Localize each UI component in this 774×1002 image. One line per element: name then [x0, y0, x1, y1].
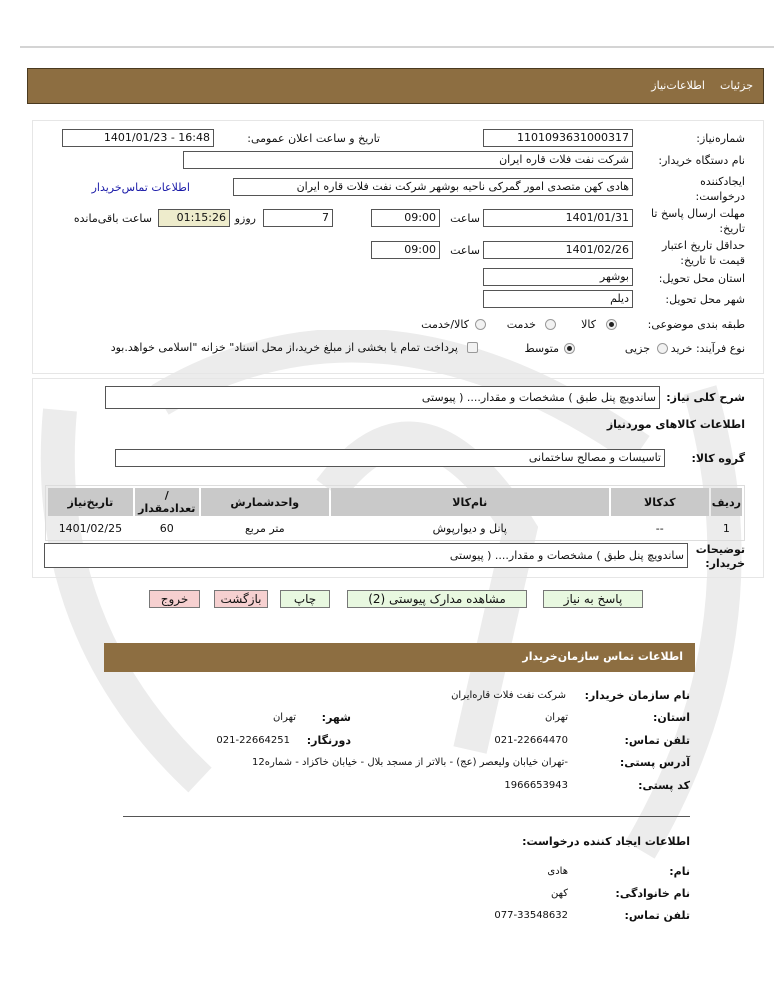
province-field[interactable]: بوشهر [483, 268, 633, 286]
goods-section-title: اطلاعات کالاهای موردنیاز [606, 418, 745, 431]
header-bar [27, 68, 764, 104]
deadline-time-field[interactable]: 09:00 [371, 209, 440, 227]
reply-button[interactable]: پاسخ به نیاز [543, 590, 643, 608]
view-attachments-button[interactable]: مشاهده مدارک پیوستی (2) [347, 590, 527, 608]
contact-city-value: تهران [272, 712, 296, 723]
contact-fax-label: دورنگار: [306, 734, 351, 747]
cell-row: 1 [722, 521, 730, 535]
city-label: شهر محل تحویل: [665, 293, 745, 306]
creator-info-title: اطلاعات ایجاد کننده درخواست: [522, 835, 690, 848]
col-code: کدکالا [611, 488, 709, 516]
creator-phone-value: 077-33548632 [494, 910, 568, 921]
creator-label: ایجادکننده درخواست: [695, 175, 745, 203]
buyer-org-field[interactable]: شرکت نفت فلات قاره ایران [183, 151, 633, 169]
group-label: گروه کالا: [691, 452, 745, 465]
treasury-text: پرداخت تمام یا بخشی از مبلغ خرید،از محل اسناد" خزانه "اسلامی خواهد.بود [110, 341, 458, 354]
group-field[interactable]: تاسیسات و مصالح ساختمانی [115, 449, 665, 467]
remaining-time-field: 01:15:26 [158, 209, 230, 227]
contact-divider [123, 816, 690, 817]
deadline-time-label: ساعت [450, 212, 480, 225]
process-label: نوع فرآیند: خرید [670, 342, 745, 355]
contact-postal-value: 1966653943 [504, 780, 568, 791]
category-radio-goods-service[interactable] [475, 319, 486, 330]
cell-qty: 60 [159, 521, 174, 535]
cell-name: پانل و دیوارپوش [432, 521, 507, 535]
province-label: استان محل تحویل: [658, 272, 745, 285]
category-goods-label: کالا [581, 318, 596, 331]
contact-org-value: شرکت نفت فلات قاره‌ایران [451, 690, 566, 701]
back-button[interactable]: بازگشت [214, 590, 268, 608]
buyer-notes-field[interactable]: ساندویچ پنل طبق ) مشخصات و مقدار.... ( پیوستی [44, 543, 688, 568]
table-row [48, 518, 742, 538]
creator-field[interactable]: هادی کهن متصدی امور گمرکی ناحیه بوشهر شرکت نفت فلات قاره ایران [233, 178, 633, 196]
city-field[interactable]: دیلم [483, 290, 633, 308]
need-number-field[interactable]: 1101093631000317 [483, 129, 633, 147]
process-radio-medium[interactable] [564, 343, 575, 354]
col-row: ردیف [711, 488, 742, 516]
summary-field[interactable]: ساندویچ پنل طبق ) مشخصات و مقدار.... ( پیوستی [105, 386, 660, 409]
validity-label: حداقل تاریخ اعتبار قیمت تا تاریخ: [661, 239, 745, 267]
validity-time-field[interactable]: 09:00 [371, 241, 440, 259]
col-date: تاریخ‌نیاز [48, 488, 133, 516]
print-button[interactable]: چاپ [280, 590, 330, 608]
creator-name-label: نام: [669, 865, 690, 878]
contact-fax-value: 021-22664251 [216, 735, 290, 746]
announce-field[interactable]: 1401/01/23 - 16:48 [62, 129, 214, 147]
days-field[interactable]: 7 [263, 209, 333, 227]
creator-family-value: کهن [551, 888, 568, 899]
process-minor-label: جزیی [624, 342, 650, 355]
contact-address-label: آدرس پستی: [619, 756, 690, 769]
need-number-label: شماره‌نیاز: [696, 132, 745, 145]
validity-date-field[interactable]: 1401/02/26 [483, 241, 633, 259]
tab-need-info[interactable]: اطلاعات‌نیاز [651, 79, 705, 92]
treasury-checkbox[interactable] [467, 342, 478, 353]
remaining-label: ساعت باقی‌مانده [73, 212, 152, 225]
creator-phone-label: تلفن تماس: [624, 909, 690, 922]
contact-city-label: شهر: [321, 711, 351, 724]
contact-phone-value: 021-22664470 [494, 735, 568, 746]
contact-province-value: تهران [544, 712, 568, 723]
cell-code: -- [655, 521, 664, 535]
contact-section-title: اطلاعات تماس سازمان‌خریدار [522, 650, 683, 663]
cell-unit: متر مربع [244, 521, 285, 535]
table-header-row [48, 488, 742, 516]
creator-name-value: هادی [547, 866, 568, 877]
category-label: طبقه بندی موضوعی: [647, 318, 745, 331]
days-label: روزو [234, 212, 256, 225]
process-radio-minor[interactable] [657, 343, 668, 354]
goods-table [45, 485, 745, 541]
creator-family-label: نام خانوادگی: [615, 887, 690, 900]
contact-province-label: استان: [653, 711, 690, 724]
cell-date: 1401/02/25 [58, 521, 123, 535]
col-qty: / تعدادمقدار [135, 488, 199, 516]
buyer-notes-label: توضیحات خریدار: [695, 543, 745, 570]
col-unit: واحدشمارش [201, 488, 329, 516]
contact-phone-label: تلفن تماس: [624, 734, 690, 747]
buyer-org-label: نام دستگاه خریدار: [658, 154, 745, 167]
exit-button[interactable]: خروج [149, 590, 200, 608]
category-goods-service-label: کالا/خدمت [421, 318, 469, 331]
buyer-contact-link[interactable]: اطلاعات تماس‌خریدار [91, 181, 190, 194]
summary-label: شرح کلی نیاز: [666, 391, 745, 404]
deadline-date-field[interactable]: 1401/01/31 [483, 209, 633, 227]
deadline-label: مهلت ارسال پاسخ تا تاریخ: [651, 207, 745, 235]
category-service-label: خدمت [506, 318, 536, 331]
contact-address-value: -تهران خیابان ولیعصر (عج) - بالاتر از مسجد بلال - خیابان خاکزاد - شماره12 [252, 757, 568, 768]
process-medium-label: متوسط [524, 342, 559, 355]
category-radio-goods[interactable] [606, 319, 617, 330]
category-radio-service[interactable] [545, 319, 556, 330]
announce-label: تاریخ و ساعت اعلان عمومی: [247, 132, 380, 145]
col-name: نام‌کالا [331, 488, 609, 516]
tab-details[interactable]: جزئیات [720, 79, 753, 92]
top-divider [20, 46, 774, 48]
validity-time-label: ساعت [450, 244, 480, 257]
contact-section-bar [104, 643, 695, 672]
contact-postal-label: کد پستی: [638, 779, 690, 792]
contact-org-label: نام سازمان خریدار: [584, 689, 690, 702]
